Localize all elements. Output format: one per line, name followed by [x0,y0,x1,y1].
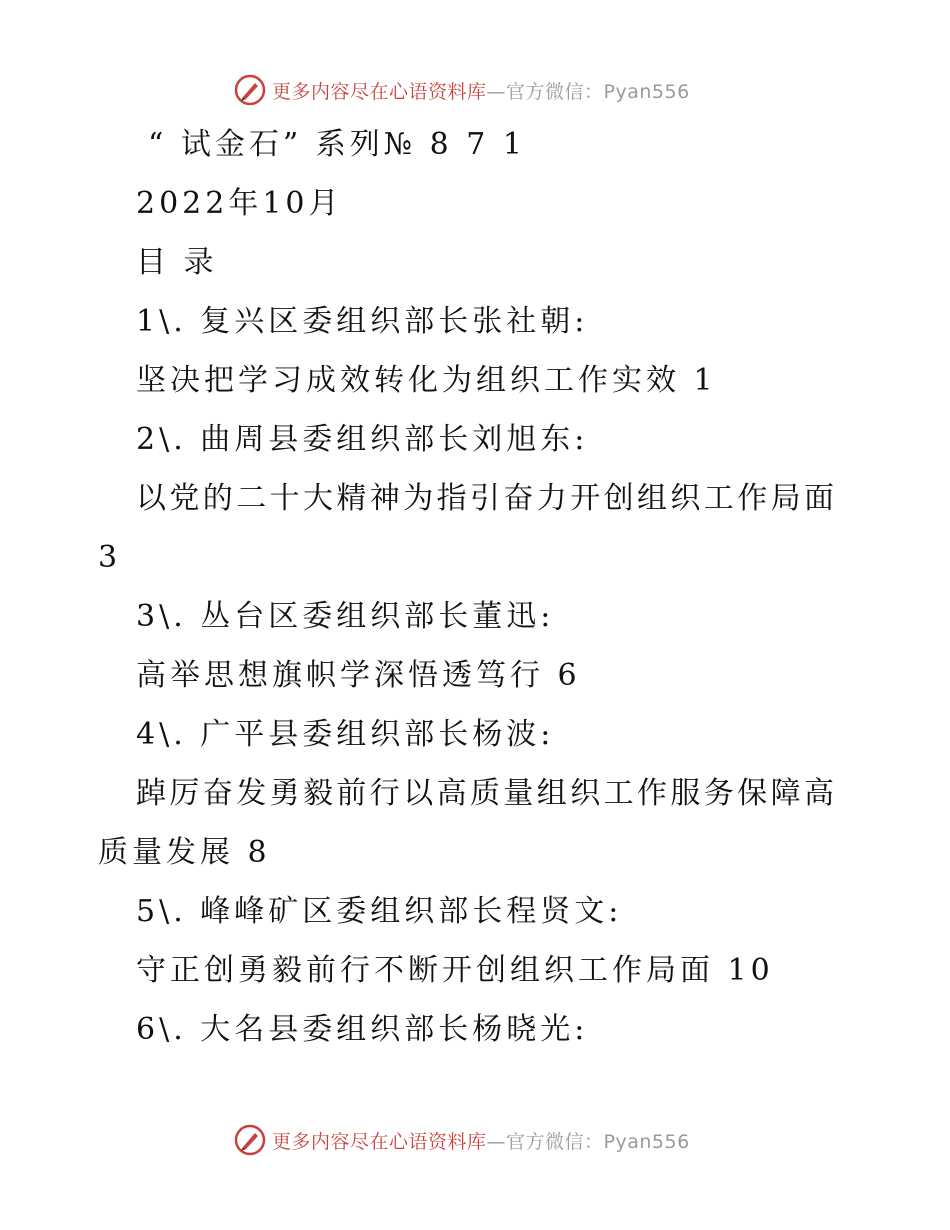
toc-entry-author: 6\. 大名县委组织部长杨晓光: [136,1012,589,1047]
watermark-dash: — [486,1130,507,1153]
series-title: “ 试金石” 系列№ 8 7 1 [148,127,527,162]
toc-entry-title-continued: 3 [98,540,122,575]
toc-entry-title: 守正创勇毅前行不断开创组织工作局面 10 [136,953,774,988]
toc-entry-author: 5\. 峰峰矿区委组织部长程贤文: [136,894,623,929]
toc-entry-author: 4\. 广平县委组织部长杨波: [136,717,555,752]
toc-heading: 目 录 [136,245,218,280]
watermark-header [234,72,754,108]
toc-entry-author: 1\. 复兴区委组织部长张社朝: [136,304,589,339]
date-line: 2022年10月 [136,186,343,221]
toc-entry-author: 3\. 丛台区委组织部长董迅: [136,599,555,634]
toc-entry-author: 2\. 曲周县委组织部长刘旭东: [136,422,589,457]
pen-logo-icon [234,1124,266,1156]
toc-entry-title: 高举思想旗帜学深悟透笃行 6 [136,658,581,693]
watermark-suffix-text: 官方微信：Pyan556 [506,1130,690,1153]
pen-logo-icon [234,74,266,106]
watermark-main-text: 更多内容尽在心语资料库 [272,80,487,103]
watermark-dash: — [486,80,507,103]
toc-entry-title: 踔厉奋发勇毅前行以高质量组织工作服务保障高 [136,776,838,811]
watermark-suffix-text: 官方微信：Pyan556 [506,80,690,103]
toc-entry-title: 坚决把学习成效转化为组织工作实效 1 [136,363,717,398]
toc-entry-title-continued: 质量发展 8 [98,835,271,870]
watermark-main-text: 更多内容尽在心语资料库 [272,1130,487,1153]
watermark-footer [234,1122,754,1158]
toc-entry-title: 以党的二十大精神为指引奋力开创组织工作局面 [136,481,838,516]
